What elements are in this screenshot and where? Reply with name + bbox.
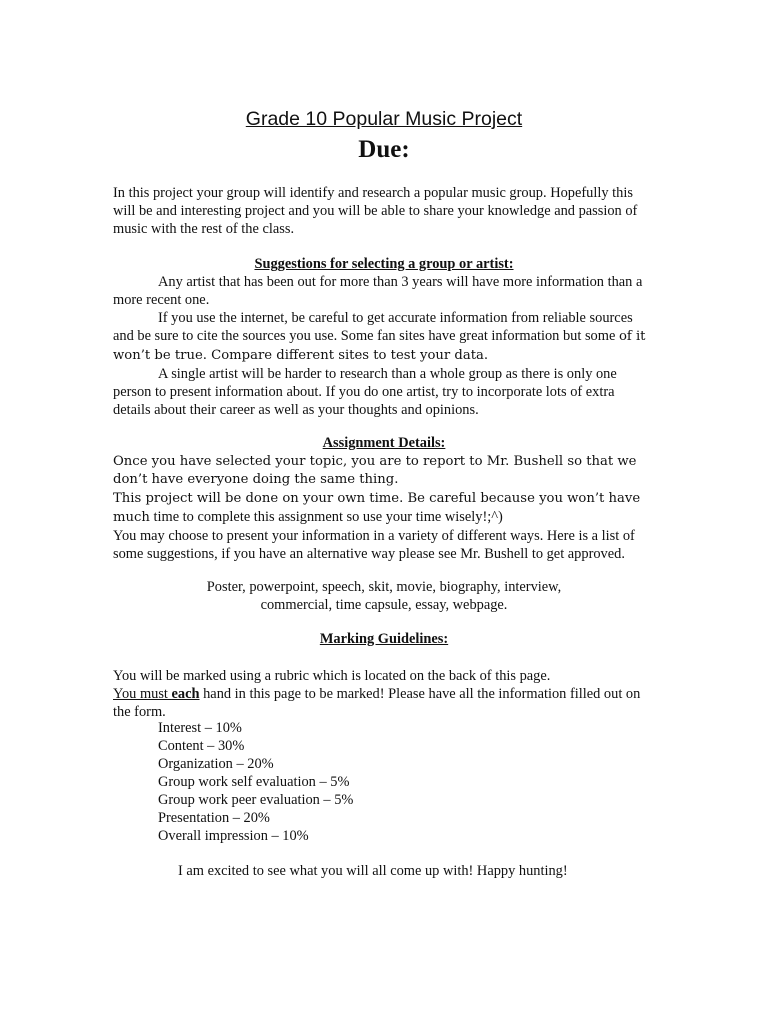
marking-heading: Marking Guidelines: — [319, 631, 449, 647]
suggestions-heading: Suggestions for selecting a group or artist: — [254, 256, 514, 272]
marking-item: Content – 30% — [158, 738, 245, 754]
assignment-line-3: You may choose to present your information in a variety of different ways. Here is a list of some suggestions, if you have an alternative way please see Mr. Bushell to get approved. — [113, 528, 635, 562]
intro-paragraph: In this project your group will identify and research a popular music group. Hopefully this will be and interesting project and you will be able to share your knowledge and passion of music with the rest of the class. — [113, 185, 638, 237]
assignment-section — [113, 453, 653, 563]
options-line-1: Poster, powerpoint, speech, skit, movie, biography, interview, — [206, 579, 562, 595]
page-title: Grade 10 Popular Music Project — [245, 108, 523, 130]
marking-item: Overall impression – 10% — [158, 828, 309, 844]
suggestion-paragraph-3: A single artist will be harder to research than a whole group as there is only one person to present information about. If you do one artist, try to incorporate lots of extra details about their career as well as your thoughts and opinions. — [113, 366, 617, 418]
marking-item: Organization – 20% — [158, 756, 274, 772]
marking-item: Group work peer evaluation – 5% — [158, 792, 354, 808]
suggestion-paragraph-2-tail: of it won’t be true. Compare different sites to test your data. — [113, 329, 646, 363]
assignment-heading: Assignment Details: — [322, 435, 446, 451]
must-each: each — [171, 686, 200, 702]
options-line-2: commercial, time capsule, essay, webpage. — [260, 597, 508, 613]
marking-item: Interest – 10% — [158, 720, 242, 736]
assignment-line-2 — [113, 489, 653, 527]
suggestions-section — [113, 273, 653, 419]
hand-in-note — [113, 685, 653, 721]
marking-item: Group work self evaluation – 5% — [158, 774, 350, 790]
marking-section — [113, 667, 653, 721]
suggestion-paragraph-2-text: If you use the internet, be careful to get accurate information from reliable sources and be sure to cite the sources you use. Some fan sites have great information but some — [113, 310, 633, 344]
must-prefix: You must — [113, 686, 172, 702]
must-rest: hand in this page to be marked! Please have all the information filled out on the form. — [113, 686, 641, 720]
marking-item: Presentation – 20% — [158, 810, 270, 826]
suggestion-paragraph-1: Any artist that has been out for more than 3 years will have more information than a more recent one. — [113, 274, 643, 308]
assignment-line-1: Once you have selected your topic, you are to report to Mr. Bushell so that we don’t have everyone doing the same thing. — [113, 454, 637, 487]
suggestion-paragraph-2 — [113, 309, 653, 365]
assignment-line-2-tail: time to complete this assignment so use your time wisely!;^) — [153, 509, 503, 525]
due-label: Due: — [358, 136, 410, 163]
marking-list — [158, 719, 558, 845]
rubric-note: You will be marked using a rubric which is located on the back of this page. — [113, 668, 551, 684]
closing-line: I am excited to see what you will all come up with! Happy hunting! — [178, 863, 568, 879]
assignment-line-2-text: This project will be done on your own time. Be careful because you won’t have much — [113, 491, 641, 525]
